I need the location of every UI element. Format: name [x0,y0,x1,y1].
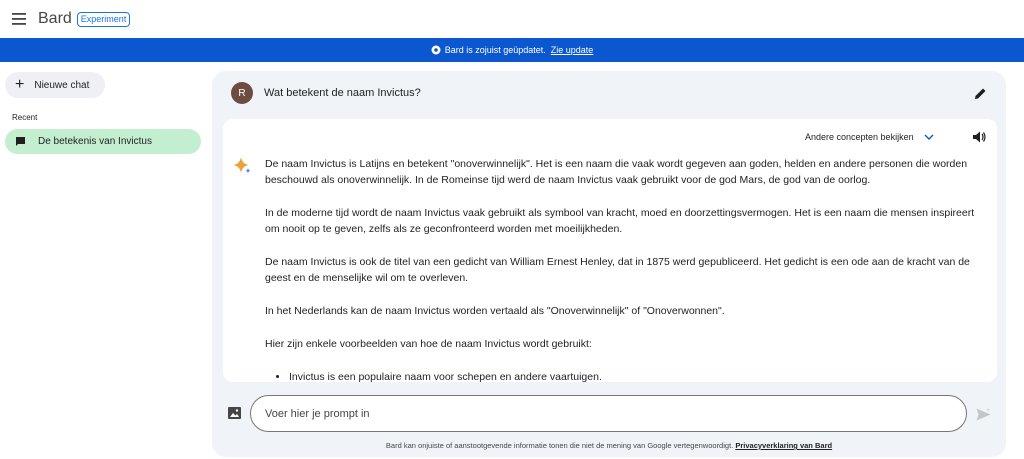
user-prompt-text: Wat betekent de naam Invictus? [264,87,421,99]
recent-chat-label: De betekenis van Invictus [38,136,152,147]
send-button[interactable] [975,406,991,422]
prompt-input[interactable] [250,395,967,432]
recent-heading: Recent [12,113,38,122]
drafts-row [805,129,934,145]
edit-prompt-button[interactable] [972,85,988,101]
response-paragraph: In het Nederlands kan de naam Invictus worden vertaald als "Onoverwinnelijk" of "Onoverwonnen". [265,305,725,317]
banner-text: Bard is zojuist geüpdatet. [444,45,546,55]
response-text [265,156,975,382]
privacy-link[interactable]: Privacyverklaring van Bard [735,441,833,450]
update-banner [0,38,1024,62]
chevron-down-icon [924,134,934,140]
upload-image-button[interactable] [227,406,241,420]
response-card [223,119,997,382]
top-app-bar [0,0,1024,38]
view-drafts-button[interactable] [805,132,934,142]
view-drafts-label: Andere concepten bekijken [805,132,914,142]
prompt-input-row [212,391,1006,435]
experiment-badge: Experiment [77,12,131,27]
response-paragraph: De naam Invictus is ook de titel van een gedicht van William Ernest Henley, dat in 1875 werd gepubliceerd. Het gedicht is een ode aan de kracht van de geest en de menselijke wil om te overleven. [265,256,970,284]
user-prompt-row [212,71,1006,117]
list-item: • Invictus is een populaire naam voor schepen en andere vaartuigen. [289,369,975,382]
response-paragraph: Hier zijn enkele voorbeelden van hoe de naam Invictus wordt gebruikt: [265,338,592,350]
speaker-icon [973,131,986,143]
bard-sparkle-icon [232,156,252,176]
response-paragraph: In de moderne tijd wordt de naam Invictus vaak gebruikt als symbool van kracht, moed en doorzettingsvermogen. Het is een naam die mensen inspireert om nooit op te geven, zelfs als ze geconfronteerd worden met moeilijkheden. [265,207,975,235]
gear-icon [431,45,441,55]
image-icon [228,407,241,419]
disclaimer-text: Bard kan onjuiste of aanstootgevende informatie tonen die niet de mening van Google vertegenwoordigt. [385,441,734,450]
response-paragraph: De naam Invictus is Latijns en betekent "onoverwinnelijk". Het is een naam die vaak wordt gegeven aan goden, helden en andere personen die worden beschouwd als onoverwinnelijk. In de Romeinse tijd werd de naam Invictus vaak gebruikt voor de god Mars, de god van de oorlog. [265,158,968,186]
sidebar [0,62,212,459]
conversation-panel [212,71,1006,457]
avatar: R [231,82,253,104]
footer-disclaimer [212,441,1006,450]
recent-chat-item[interactable] [5,129,201,154]
brand-logo[interactable]: Bard [38,10,72,27]
see-update-link[interactable]: Zie update [550,45,594,55]
chat-bubble-icon [15,136,26,147]
response-bullet-list [289,369,975,382]
menu-icon[interactable] [8,8,30,30]
pencil-icon [974,87,987,100]
read-aloud-button[interactable] [971,129,987,145]
new-chat-button[interactable] [5,72,105,98]
new-chat-label: Nieuwe chat [34,79,90,91]
send-icon [976,408,991,421]
plus-icon: + [15,76,25,93]
